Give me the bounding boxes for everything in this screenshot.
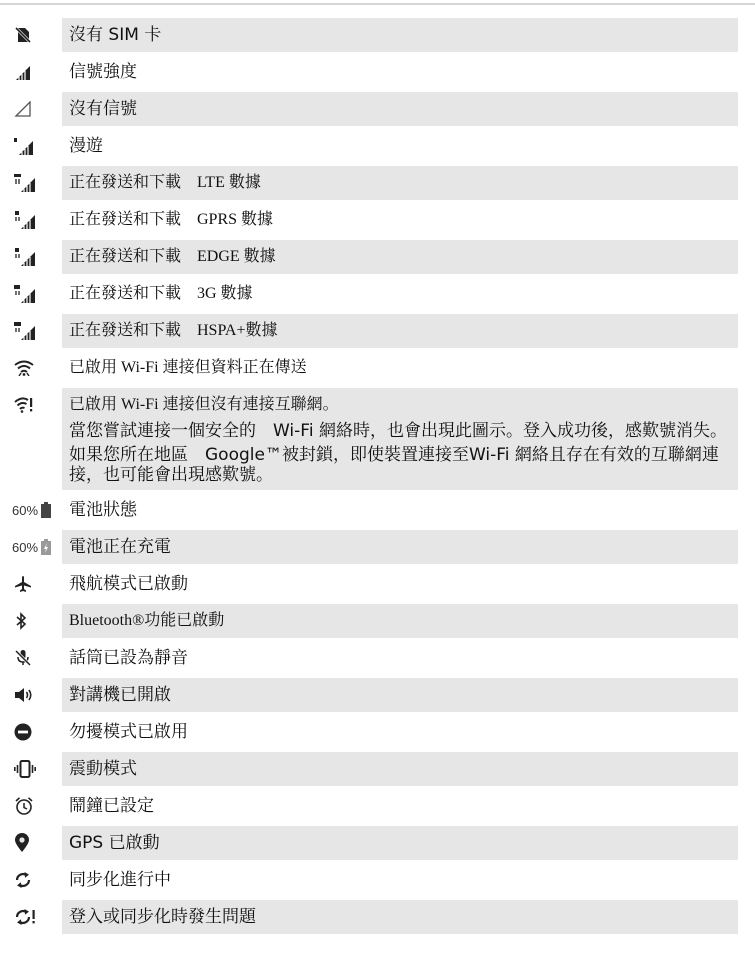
- table-row: [0, 240, 755, 274]
- table-row: [0, 166, 755, 200]
- table-row: [0, 900, 755, 934]
- row-text: 正在發送和下載 3G 數據: [69, 285, 253, 302]
- row-text: 正在發送和下載 GPRS 數據: [69, 211, 274, 228]
- sync-icon: [0, 863, 62, 897]
- row-text: 對講機已開啟: [62, 678, 738, 712]
- row-text: 信號強度: [69, 62, 137, 82]
- battery-icon: [0, 493, 62, 527]
- roaming-icon: [0, 129, 62, 163]
- gps-icon: [0, 826, 62, 860]
- row-text: 電池狀態: [69, 500, 137, 520]
- sync-problem-icon: [0, 900, 62, 934]
- row-text: 漫遊: [69, 136, 103, 156]
- lte-data-icon: [0, 166, 62, 200]
- table-row: [0, 678, 755, 712]
- row-text: GPS 已啟動: [62, 826, 738, 860]
- row-text: 沒有 SIM 卡: [62, 18, 738, 52]
- top-rule: [0, 3, 755, 5]
- table-row: [0, 715, 755, 749]
- row-note: 當您嘗試連接一個安全的 Wi-Fi 網絡時，也會出現此圖示。登入成功後，感歎號消失。: [69, 421, 727, 441]
- table-row: [0, 351, 755, 385]
- row-text: 登入或同步化時發生問題: [62, 900, 738, 934]
- row-text: 正在發送和下載 EDGE 數據: [62, 240, 738, 274]
- table-row: [0, 314, 755, 348]
- 3g-data-icon: [0, 277, 62, 311]
- table-row: [0, 92, 755, 126]
- battery-charging-icon: [0, 530, 62, 564]
- row-text: 已啟用 Wi-Fi 連接但資料正在傳送: [69, 359, 307, 376]
- speaker-icon: [0, 678, 62, 712]
- table-row: [0, 388, 755, 490]
- do-not-disturb-icon: [0, 715, 62, 749]
- table-row: [0, 277, 755, 311]
- airplane-icon: [0, 567, 62, 601]
- table-row: [0, 55, 755, 89]
- row-text: 同步化進行中: [69, 870, 171, 890]
- table-row: [0, 18, 755, 52]
- gprs-data-icon: [0, 203, 62, 237]
- wifi-icon: [0, 351, 62, 385]
- table-row: [0, 567, 755, 601]
- row-text: 飛航模式已啟動: [69, 574, 188, 594]
- row-text: 鬧鐘已設定: [69, 796, 154, 816]
- hspa-data-icon: [0, 314, 62, 348]
- battery-percent: 60%: [12, 502, 39, 518]
- table-row: [0, 129, 755, 163]
- row-text: Bluetooth®功能已啟動: [62, 604, 738, 638]
- row-text: 勿擾模式已啟用: [69, 722, 188, 742]
- table-row: [0, 641, 755, 675]
- row-text: 正在發送和下載 HSPA+數據: [62, 314, 738, 348]
- signal-strength-icon: [0, 55, 62, 89]
- table-row: [0, 604, 755, 638]
- mic-muted-icon: [0, 641, 62, 675]
- status-icon-table: [0, 18, 755, 934]
- row-text: 沒有信號: [62, 92, 738, 126]
- table-row: [0, 530, 755, 564]
- no-signal-icon: [0, 92, 62, 126]
- table-row: [0, 493, 755, 527]
- table-row: [0, 203, 755, 237]
- table-row: [0, 789, 755, 823]
- wifi-no-internet-icon: [0, 388, 62, 422]
- row-text: 正在發送和下載 LTE 數據: [62, 166, 738, 200]
- battery-percent: 60%: [12, 539, 39, 555]
- table-row: [0, 863, 755, 897]
- row-text: 話筒已設為靜音: [69, 648, 188, 668]
- table-row: [0, 826, 755, 860]
- row-text: 震動模式: [62, 752, 738, 786]
- alarm-icon: [0, 789, 62, 823]
- row-text: 已啟用 Wi-Fi 連接但沒有連接互聯網。: [69, 396, 339, 413]
- row-text: 電池正在充電: [62, 530, 738, 564]
- vibrate-icon: [0, 752, 62, 786]
- bluetooth-icon: [0, 604, 62, 638]
- row-note: 如果您所在地區 Google™被封鎖，即使裝置連接至Wi-Fi 網絡且存在有效的互聯網連接，也可能會出現感歎號。: [69, 445, 719, 485]
- table-row: [0, 752, 755, 786]
- no-sim-icon: [0, 18, 62, 52]
- row-text-block: [62, 388, 738, 490]
- edge-data-icon: [0, 240, 62, 274]
